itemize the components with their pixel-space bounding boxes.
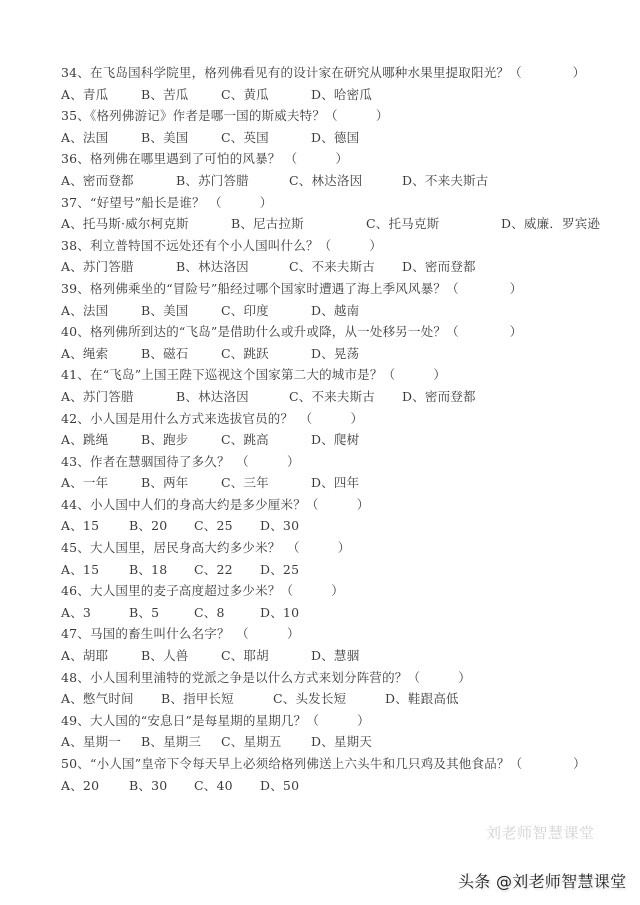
option-c: C、头发长短 [273,691,347,707]
question-stem: 42、小人国是用什么方式来选拔官员的？ （ ） [61,410,364,426]
question-40 [61,321,621,364]
option-a: A、胡耶 [61,648,109,664]
option-b: B、两年 [141,475,189,491]
answer-options [61,170,621,192]
question-stem: 37、“好望号”船长是谁？ （ ） [61,194,273,210]
option-d: D、哈密瓜 [311,86,373,102]
question-stem: 47、马国的畜生叫什么名字？ （ ） [61,626,300,642]
option-a: A、星期一 [61,734,122,750]
option-c: C、林达洛因 [289,172,363,188]
answer-options [61,645,621,667]
answer-options [61,213,621,235]
question-stem: 50、“小人国”皇帝下令每天早上必须给格列佛送上六头牛和几只鸡及其他食品？（ ） [61,756,586,771]
question-36 [61,148,621,191]
answer-options [61,127,621,149]
answer-options [61,602,621,624]
question-stem: 36、格列佛在哪里遇到了可怕的风暴？ （ ） [61,151,349,167]
option-a: A、密而登都 [61,172,134,188]
option-c: C、托马克斯 [366,216,440,232]
question-stem: 35、《格列佛游记》作者是哪一国的斯威夫特？（ ） [61,108,389,124]
option-c: C、印度 [221,302,269,318]
option-a: A、20 [61,777,100,793]
question-42 [61,408,621,451]
answer-options [61,256,621,278]
question-stem: 46、大人国里的麦子高度超过多少米？（ ） [61,583,345,599]
question-34 [61,62,621,105]
option-d: D、爬树 [311,432,360,448]
option-a: A、托马斯·威尔柯克斯 [61,216,189,232]
option-b: B、美国 [141,129,189,145]
option-c: C、跳跃 [221,345,269,361]
option-c: C、三年 [221,475,269,491]
option-b: B、苦瓜 [141,86,189,102]
option-c: C、不来夫斯古 [289,259,375,275]
option-b: B、指甲长短 [161,691,234,707]
option-b: B、30 [129,777,168,793]
question-37 [61,192,621,235]
option-d: D、密而登都 [402,388,476,404]
option-a: A、一年 [61,475,109,491]
question-stem: 44、小人国中人们的身高大约是多少厘米？（ ） [61,496,370,512]
option-a: A、跳绳 [61,432,109,448]
option-a: A、苏门答腊 [61,259,134,275]
option-c: C、跳高 [221,432,269,448]
option-d: D、德国 [311,129,360,145]
question-stem: 45、大人国里，居民身高大约多少米？ （ ） [61,540,351,556]
answer-options [61,84,621,106]
option-b: B、跑步 [141,432,189,448]
option-d: D、威廉．罗宾逊 [501,216,601,232]
question-43 [61,451,621,494]
question-stem: 39、格列佛乘坐的“冒险号”船经过哪个国家时遭遇了海上季风风暴？（ ） [61,280,523,296]
option-b: B、苏门答腊 [176,172,249,188]
option-c: C、英国 [221,129,269,145]
option-c: C、不来夫斯古 [289,388,375,404]
option-d: D、晃荡 [311,345,360,361]
question-50 [61,753,621,796]
option-d: D、50 [260,777,300,793]
option-d: D、四年 [311,475,360,491]
option-a: A、法国 [61,129,109,145]
option-d: D、星期天 [311,734,373,750]
question-stem: 40、格列佛所到达的“飞岛”是借助什么或升或降，从一处移另一处？（ ） [61,324,523,340]
option-c: C、40 [194,777,233,793]
question-35 [61,105,621,148]
answer-options [61,386,621,408]
question-47 [61,623,621,666]
option-a: A、绳索 [61,345,109,361]
question-stem: 34、在飞岛国科学院里，格列佛看见有的设计家在研究从哪种水果里提取阳光？（ ） [61,65,586,80]
answer-options [61,688,621,710]
option-a: A、憋气时间 [61,691,134,707]
option-b: B、5 [129,604,160,620]
option-b: B、尼古拉斯 [231,216,304,232]
quiz-page [61,62,621,796]
answer-options [61,559,621,581]
option-c: C、25 [194,518,233,534]
option-c: C、8 [194,604,225,620]
question-41 [61,364,621,407]
option-c: C、耶胡 [221,648,269,664]
question-stem: 38、利立普特国不远处还有个小人国叫什么？（ ） [61,237,383,253]
option-a: A、青瓜 [61,86,109,102]
answer-options [61,515,621,537]
option-b: B、磁石 [141,345,189,361]
option-a: A、苏门答腊 [61,388,134,404]
answer-options [61,343,621,365]
question-45 [61,537,621,580]
answer-options [61,300,621,322]
question-stem: 48、小人国利里浦特的党派之争是以什么方式来划分阵营的？（ ） [61,669,472,685]
question-44 [61,494,621,537]
option-b: B、人兽 [141,648,189,664]
option-a: A、法国 [61,302,109,318]
option-b: B、林达洛因 [176,388,249,404]
option-b: B、18 [129,561,168,577]
answer-options [61,429,621,451]
option-d: D、密而登都 [402,259,476,275]
answer-options [61,472,621,494]
option-c: C、黄瓜 [221,86,269,102]
option-d: D、10 [260,604,300,620]
option-d: D、越南 [311,302,360,318]
question-stem: 41、在“飞岛”上国王陛下巡视这个国家第二大的城市是？（ ） [61,367,447,383]
option-d: D、25 [260,561,300,577]
option-c: C、22 [194,561,233,577]
option-b: B、林达洛因 [176,259,249,275]
option-d: D、鞋跟高低 [385,691,459,707]
option-d: D、慧骃 [311,648,360,664]
question-48 [61,667,621,710]
source-caption: 头条 @刘老师智慧课堂 [458,872,627,891]
watermark-text: 刘老师智慧课堂 [486,824,595,842]
option-a: A、15 [61,561,100,577]
question-stem: 49、大人国的“安息日”是每星期的星期几？（ ） [61,712,370,728]
question-38 [61,235,621,278]
question-46 [61,580,621,623]
option-a: A、3 [61,604,92,620]
option-b: B、20 [129,518,168,534]
question-39 [61,278,621,321]
option-d: D、不来夫斯古 [402,172,489,188]
answer-options [61,775,621,797]
question-stem: 43、作者在慧骃国待了多久？ （ ） [61,453,300,469]
option-c: C、星期五 [221,734,282,750]
option-d: D、30 [260,518,300,534]
option-b: B、美国 [141,302,189,318]
option-a: A、15 [61,518,100,534]
option-b: B、星期三 [141,734,202,750]
question-49 [61,710,621,753]
answer-options [61,731,621,753]
